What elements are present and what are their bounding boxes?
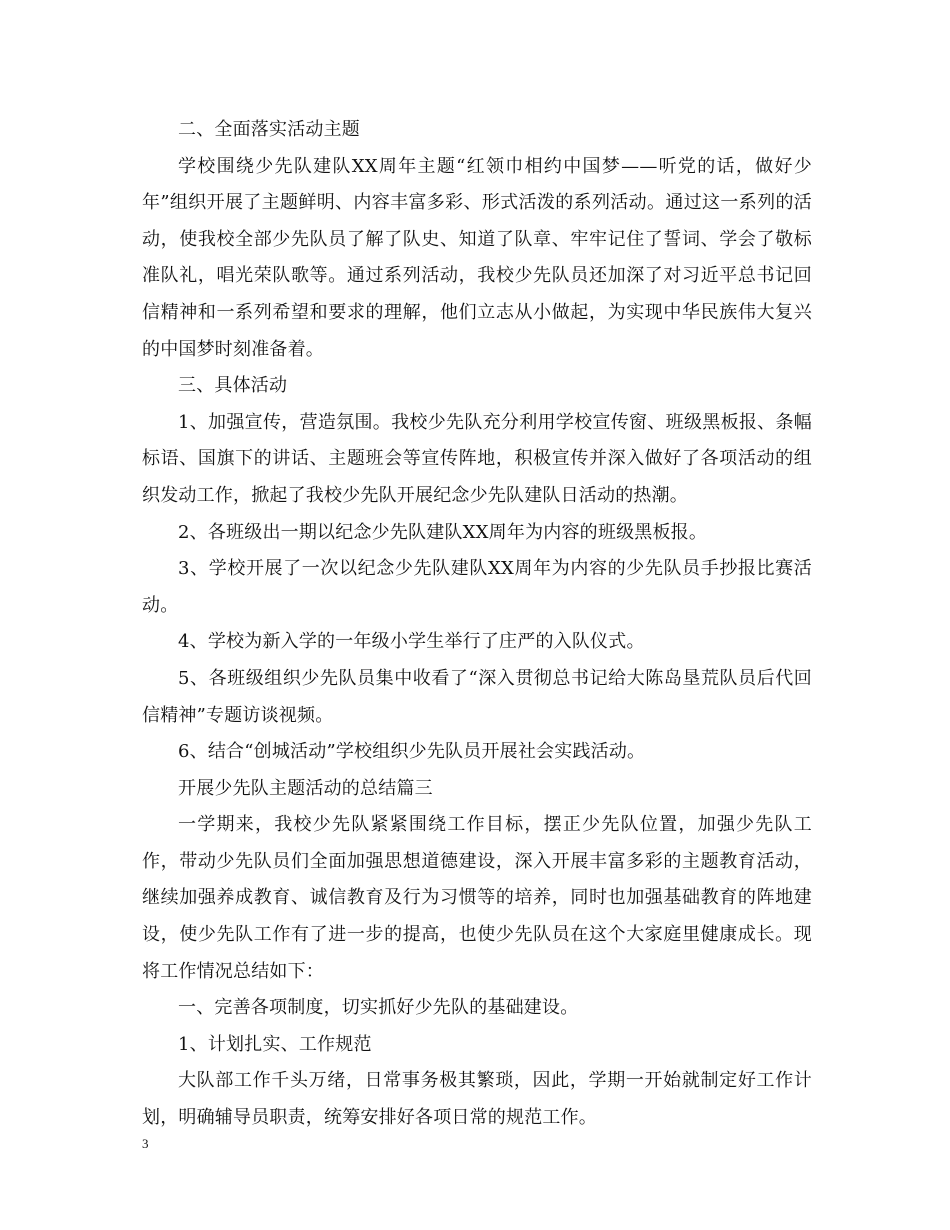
body-paragraph: 学校围绕少先队建队XX周年主题“红领巾相约中国梦——听党的话，做好少年”组织开展了主题鲜明、内容丰富多彩、形式活泼的系列活动。通过这一系列的活动，使我校全部少先队员了解了队史、知道了队章、牢牢记住了誓词、学会了敬标准队礼，唱光荣队歌等。通过系列活动，我校少先队员还加深了对习近平总书记回信精神和一系列希望和要求的理解，他们立志从小做起，为实现中华民族伟大复兴的中国梦时刻准备着。	[142, 155, 812, 360]
article-title: 开展少先队主题活动的总结篇三	[178, 777, 433, 799]
subsection-heading: 1、计划扎实、工作规范	[178, 1033, 372, 1055]
list-item-6: 6、结合“创城活动”学校组织少先队员开展社会实践活动。	[178, 741, 646, 763]
section-heading-3: 三、具体活动	[178, 375, 288, 397]
page-number: 3	[142, 1136, 149, 1151]
list-item-3: 3、学校开展了一次以纪念少先队建队XX周年为内容的少先队员手抄报比赛活动。	[142, 558, 812, 616]
list-item-5: 5、各班级组织少先队员集中收看了“深入贯彻总书记给大陈岛垦荒队员后代回信精神”专题访谈视频。	[142, 667, 812, 726]
document-body	[142, 112, 812, 1137]
section-heading-2: 二、全面落实活动主题	[178, 119, 360, 140]
list-item-2: 2、各班级出一期以纪念少先队建队XX周年为内容的班级黑板报。	[178, 521, 708, 543]
list-item-1: 1、加强宣传，营造氛围。我校少先队充分利用学校宣传窗、班级黑板报、条幅标语、国旗下的讲话、主题班会等宣传阵地，积极宣传并深入做好了各项活动的组织发动工作，掀起了我校少先队开展纪念少先队建队日活动的热潮。	[142, 411, 812, 506]
list-item-4: 4、学校为新入学的一年级小学生举行了庄严的入队仪式。	[178, 631, 645, 653]
body-paragraph: 一学期来，我校少先队紧紧围绕工作目标，摆正少先队位置，加强少先队工作，带动少先队员们全面加强思想道德建设，深入开展丰富多彩的主题教育活动，继续加强养成教育、诚信教育及行为习惯等的培养，同时也加强基础教育的阵地建设，使少先队工作有了进一步的提高，也使少先队员在这个大家庭里健康成长。现将工作情况总结如下：	[142, 814, 812, 982]
body-paragraph: 大队部工作千头万绪，日常事务极其繁琐，因此，学期一开始就制定好工作计划，明确辅导员职责，统筹安排好各项日常的规范工作。	[142, 1070, 812, 1129]
section-heading-1: 一、完善各项制度，切实抓好少先队的基础建设。	[178, 997, 579, 1019]
